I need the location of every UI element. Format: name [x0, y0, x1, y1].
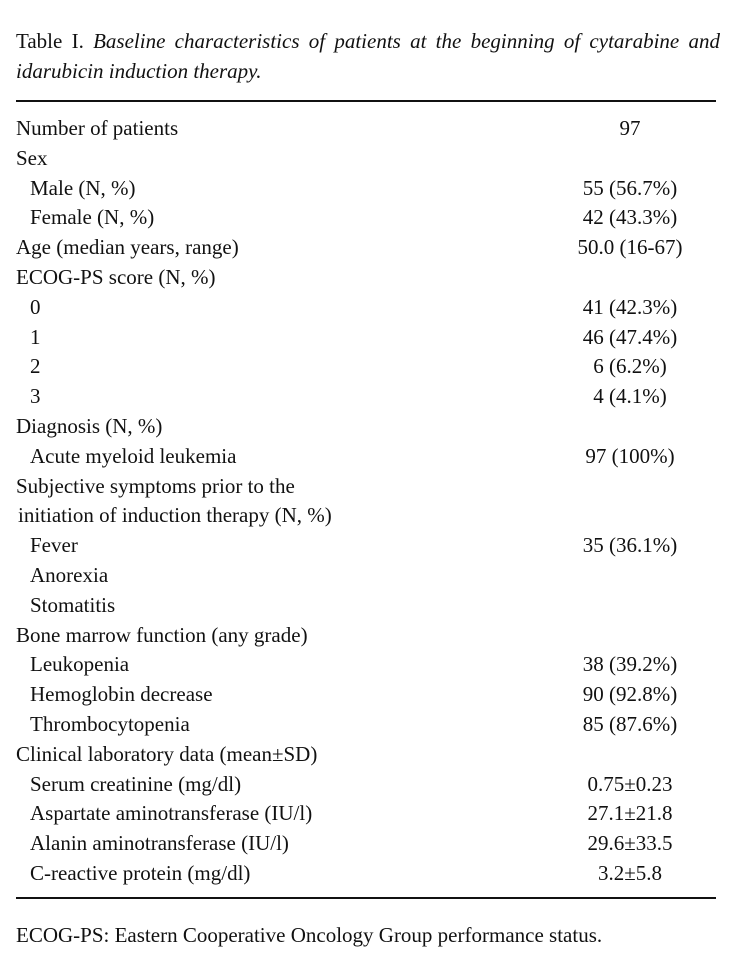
table-top-rule	[16, 100, 716, 102]
row-label: Hemoglobin decrease	[30, 682, 213, 707]
table-row	[16, 382, 716, 412]
baseline-characteristics-table	[16, 114, 716, 889]
table-row	[16, 561, 716, 591]
row-value: 0.75±0.23	[587, 771, 673, 796]
row-value: 55 (56.7%)	[582, 175, 678, 200]
row-label: Female (N, %)	[30, 205, 155, 230]
row-value: 90 (92.8%)	[582, 682, 678, 707]
table-row	[16, 501, 716, 531]
row-label: Bone marrow function (any grade)	[16, 622, 308, 647]
table-row	[16, 412, 716, 442]
row-label: Aspartate aminotransferase (IU/l)	[30, 801, 313, 826]
row-label: Number of patients	[16, 116, 179, 140]
row-value: 35 (36.1%)	[582, 533, 678, 558]
row-label: Male (N, %)	[30, 175, 136, 200]
row-label: Clinical laboratory data (mean±SD)	[16, 741, 318, 766]
table-row	[16, 621, 716, 651]
row-value: 38 (39.2%)	[582, 652, 678, 677]
row-label: Fever	[30, 533, 78, 558]
row-label: Sex	[16, 145, 48, 170]
row-label: Age (median years, range)	[16, 235, 239, 260]
row-label: 2	[30, 354, 41, 379]
table-row	[16, 203, 716, 233]
row-label: Anorexia	[30, 562, 109, 587]
table-caption-prefix: Table I.	[16, 29, 94, 53]
table-row	[16, 710, 716, 740]
table-row	[16, 531, 716, 561]
table-caption-title: Baseline characteristics of patients at the beginning of cytarabine and idarubicin induction therapy.	[16, 29, 720, 83]
row-label: Alanin aminotransferase (IU/l)	[30, 831, 289, 856]
table-row	[16, 263, 716, 293]
table-row	[16, 472, 716, 502]
table-row	[16, 680, 716, 710]
row-value: 42 (43.3%)	[582, 205, 678, 230]
row-label: Subjective symptoms prior to the	[16, 473, 295, 498]
row-label: ECOG-PS score (N, %)	[16, 264, 216, 289]
row-label: Thrombocytopenia	[30, 711, 190, 736]
table-row	[16, 144, 716, 174]
row-label: 1	[30, 324, 41, 349]
row-value: 97 (100%)	[585, 443, 675, 468]
table-row	[16, 799, 716, 829]
table-row	[16, 233, 716, 263]
row-value: 41 (42.3%)	[582, 294, 678, 319]
row-label: Leukopenia	[30, 652, 130, 677]
table-row	[16, 174, 716, 204]
row-label: Diagnosis (N, %)	[16, 413, 163, 438]
table-bottom-rule	[16, 897, 716, 899]
table-row	[16, 591, 716, 621]
table-row	[16, 442, 716, 472]
row-label: Acute myeloid leukemia	[30, 443, 237, 468]
row-value: 85 (87.6%)	[582, 711, 678, 736]
table-row	[16, 770, 716, 800]
table-row	[16, 114, 716, 144]
row-value: 46 (47.4%)	[582, 324, 678, 349]
table-row	[16, 650, 716, 680]
table-row	[16, 323, 716, 353]
row-value: 29.6±33.5	[587, 831, 673, 856]
row-value: 4 (4.1%)	[593, 384, 667, 409]
row-label: C-reactive protein (mg/dl)	[30, 860, 251, 885]
table-caption	[16, 26, 720, 86]
row-label: Stomatitis	[30, 592, 116, 617]
row-label: 0	[30, 294, 41, 319]
row-value: 3.2±5.8	[597, 860, 663, 885]
table-row	[16, 740, 716, 770]
row-value: 6 (6.2%)	[593, 354, 667, 379]
row-label: initiation of induction therapy (N, %)	[18, 503, 332, 528]
table-row	[16, 352, 716, 382]
row-value: 97	[619, 116, 641, 140]
table-row	[16, 859, 716, 889]
row-label: Serum creatinine (mg/dl)	[30, 771, 242, 796]
table-footnote: ECOG-PS: Eastern Cooperative Oncology Group performance status.	[16, 923, 603, 947]
row-value: 50.0 (16-67)	[577, 235, 683, 260]
row-label: 3	[30, 384, 41, 409]
row-value: 27.1±21.8	[587, 801, 673, 826]
table-row	[16, 829, 716, 859]
table-row	[16, 293, 716, 323]
